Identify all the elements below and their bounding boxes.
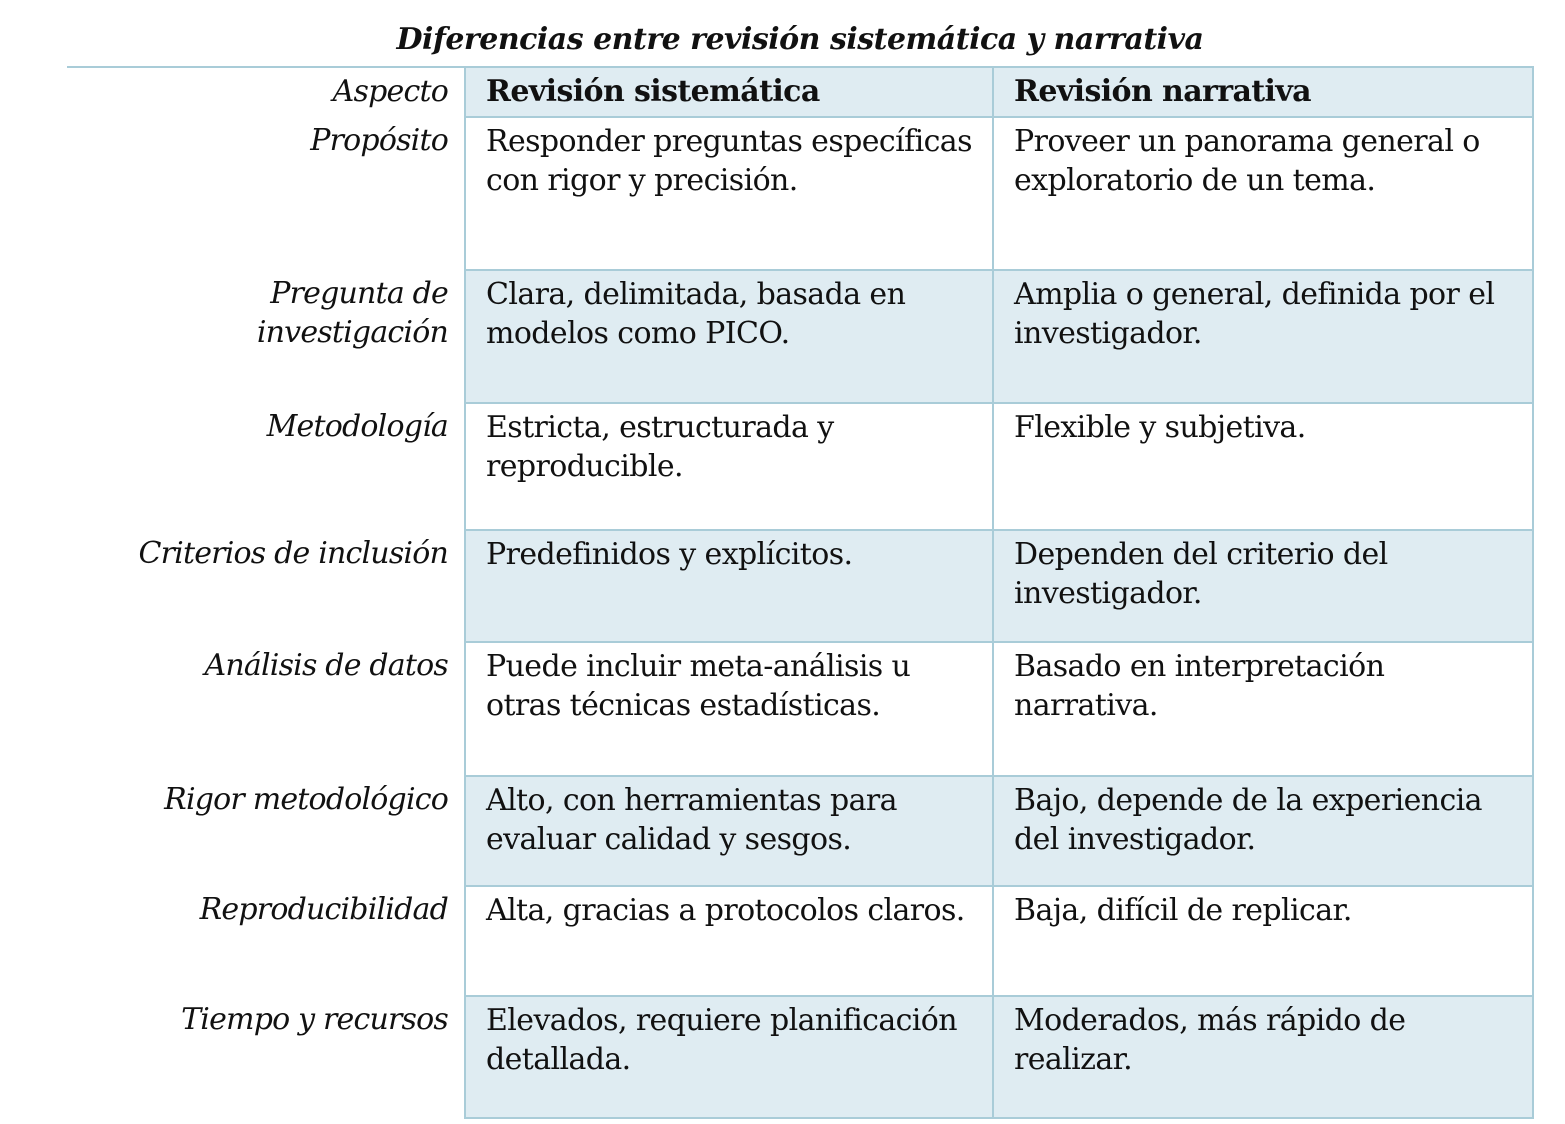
- table-title: Diferencias entre revisión sistemática y narrativa: [396, 22, 1204, 57]
- row-systematic: Elevados, requiere planificación detallada.: [465, 996, 993, 1118]
- table-header-row: [67, 67, 1533, 117]
- table-row: [67, 403, 1533, 530]
- row-narrative: Bajo, depende de la experiencia del investigador.: [993, 776, 1533, 886]
- row-aspect: Metodología: [67, 403, 465, 530]
- row-systematic: Alta, gracias a protocolos claros.: [465, 886, 993, 996]
- row-aspect: Propósito: [67, 117, 465, 270]
- row-narrative: Proveer un panorama general o exploratorio de un tema.: [993, 117, 1533, 270]
- row-systematic: Responder preguntas específicas con rigor y precisión.: [465, 117, 993, 270]
- row-systematic: Estricta, estructurada y reproducible.: [465, 403, 993, 530]
- comparison-table: [67, 66, 1534, 1119]
- table-row: [67, 530, 1533, 642]
- table-row: [67, 270, 1533, 403]
- table-row: [67, 117, 1533, 270]
- row-aspect: Análisis de datos: [67, 642, 465, 776]
- table-row: [67, 776, 1533, 886]
- row-aspect: Tiempo y recursos: [67, 996, 465, 1118]
- row-narrative: Moderados, más rápido de realizar.: [993, 996, 1533, 1118]
- table-row: [67, 996, 1533, 1118]
- row-systematic: Alto, con herramientas para evaluar calidad y sesgos.: [465, 776, 993, 886]
- row-narrative: Baja, difícil de replicar.: [993, 886, 1533, 996]
- table-row: [67, 642, 1533, 776]
- header-systematic: Revisión sistemática: [465, 67, 993, 117]
- row-narrative: Amplia o general, definida por el investigador.: [993, 270, 1533, 403]
- header-aspect: Aspecto: [67, 67, 465, 117]
- header-narrative: Revisión narrativa: [993, 67, 1533, 117]
- row-systematic: Clara, delimitada, basada en modelos como PICO.: [465, 270, 993, 403]
- table-row: [67, 886, 1533, 996]
- row-systematic: Puede incluir meta-análisis u otras técnicas estadísticas.: [465, 642, 993, 776]
- row-aspect: Rigor metodológico: [67, 776, 465, 886]
- row-systematic: Predefinidos y explícitos.: [465, 530, 993, 642]
- row-narrative: Dependen del criterio del investigador.: [993, 530, 1533, 642]
- row-aspect: Criterios de inclusión: [67, 530, 465, 642]
- row-narrative: Basado en interpretación narrativa.: [993, 642, 1533, 776]
- row-narrative: Flexible y subjetiva.: [993, 403, 1533, 530]
- row-aspect: Reproducibilidad: [67, 886, 465, 996]
- row-aspect: Pregunta de investigación: [67, 270, 465, 403]
